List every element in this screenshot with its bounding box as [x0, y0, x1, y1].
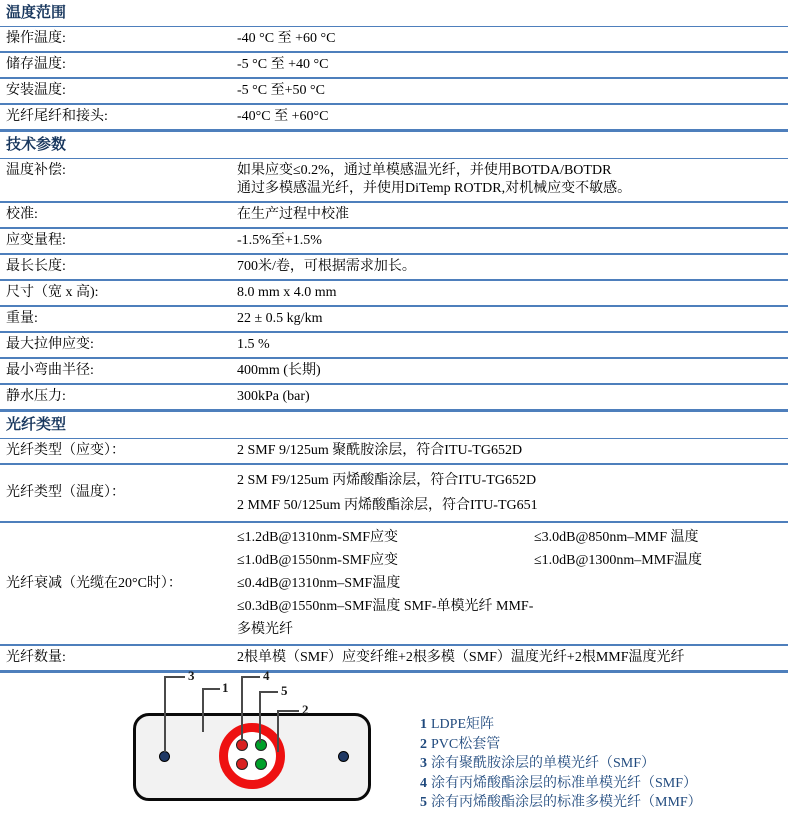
- spec-label: 光纤尾纤和接头:: [6, 109, 108, 124]
- diagram-legend: [420, 715, 780, 813]
- spec-label: 光纤类型（温度）：: [6, 485, 125, 500]
- section-title-fiber-types: 光纤类型: [0, 412, 788, 439]
- legend-number: 2: [420, 736, 427, 752]
- spec-value: [237, 162, 788, 198]
- callout-line-3: [164, 676, 166, 752]
- callout-line-2: [277, 710, 279, 752]
- spec-value-line: 2 SM F9/125um 丙烯酸酯涂层，符合ITU-TG652D: [237, 473, 537, 488]
- pvc-loose-tube-ring: [219, 723, 285, 789]
- table-row: [0, 53, 788, 79]
- legend-number: 4: [420, 775, 427, 791]
- spec-value: 2根单模（SMF）应变纤维+2根多模（SMF）温度光纤+2根MMF温度光纤: [237, 650, 685, 665]
- callout-line-5: [259, 691, 261, 743]
- callout-label-4: 4: [263, 668, 270, 683]
- spec-label: 静水压力:: [6, 389, 66, 404]
- table-row: [0, 203, 788, 229]
- attenuation-value: ≤0.3dB@1550nm–SMF温度 SMF-单模光纤 MMF-多模光纤: [237, 599, 534, 637]
- table-row: [0, 439, 788, 465]
- cable-cross-section-diagram: [0, 666, 788, 816]
- attenuation-value: ≤0.4dB@1310nm–SMF温度: [237, 576, 401, 591]
- section-fiber-types: [0, 412, 788, 673]
- table-row: [0, 385, 788, 412]
- attenuation-grid: [237, 526, 788, 641]
- table-row: [0, 27, 788, 53]
- spec-value: -1.5%至+1.5%: [237, 233, 322, 248]
- spec-value: 700米/卷，可根据需求加长。: [237, 259, 416, 274]
- table-row: [0, 229, 788, 255]
- strain-smf-fiber-dot-right: [338, 751, 349, 762]
- spec-value: -5 °C 至 +40 °C: [237, 57, 329, 72]
- spec-label: 校准:: [6, 207, 38, 222]
- callout-line-2: [277, 710, 299, 712]
- spec-value: [237, 526, 788, 641]
- legend-item: [420, 793, 780, 813]
- section-title-temperature-range: 温度范围: [0, 0, 788, 27]
- mmf-fiber-dot: [255, 739, 267, 751]
- callout-label-2: 2: [302, 702, 309, 717]
- attenuation-value: ≤3.0dB@850nm–MMF 温度: [534, 530, 699, 545]
- table-row: [0, 333, 788, 359]
- spec-label: 光纤类型（应变）：: [6, 443, 125, 458]
- legend-text: 涂有聚酰胺涂层的单模光纤（SMF）: [431, 756, 656, 771]
- legend-item: [420, 735, 780, 755]
- table-row: [0, 255, 788, 281]
- table-row: [0, 523, 788, 646]
- table-row: [0, 159, 788, 203]
- spec-value: 400mm (长期): [237, 363, 321, 378]
- section-title-technical-parameters: 技术参数: [0, 132, 788, 159]
- table-row: [0, 281, 788, 307]
- callout-line-3: [164, 676, 185, 678]
- attenuation-value: ≤1.0dB@1300nm–MMF温度: [534, 553, 702, 568]
- callout-line-5: [259, 691, 278, 693]
- strain-smf-fiber-dot-left: [159, 751, 170, 762]
- legend-item: [420, 754, 780, 774]
- callout-label-3: 3: [188, 668, 195, 683]
- attenuation-right-column: [534, 526, 788, 641]
- spec-value: [237, 468, 788, 518]
- callout-line-4: [241, 676, 243, 741]
- spec-value: 2 SMF 9/125um 聚酰胺涂层，符合ITU-TG652D: [237, 443, 523, 458]
- legend-number: 5: [420, 795, 427, 810]
- legend-text: 涂有丙烯酸酯涂层的标准单模光纤（SMF）: [431, 775, 698, 791]
- legend-item: [420, 774, 780, 794]
- table-row: [0, 105, 788, 132]
- spec-value: -5 °C 至+50 °C: [237, 83, 325, 98]
- spec-label: 温度补偿:: [6, 163, 66, 178]
- spec-label: 操作温度:: [6, 31, 66, 46]
- spec-value: -40°C 至 +60°C: [237, 109, 329, 124]
- table-row: [0, 465, 788, 523]
- legend-text: PVC松套管: [431, 736, 501, 752]
- spec-label: 应变量程:: [6, 233, 66, 248]
- section-temperature-range: [0, 0, 788, 132]
- table-row: [0, 79, 788, 105]
- callout-label-5: 5: [281, 683, 288, 698]
- spec-label: 最长长度:: [6, 259, 66, 274]
- spec-label: 最大拉伸应变:: [6, 337, 94, 352]
- spec-label: 重量:: [6, 311, 38, 326]
- legend-text: 涂有丙烯酸酯涂层的标准多模光纤（MMF）: [431, 795, 702, 810]
- spec-value: 300kPa (bar): [237, 389, 310, 404]
- spec-label: 尺寸（宽 x 高):: [6, 285, 99, 300]
- spec-label: 光纤数量:: [6, 650, 66, 665]
- table-row: [0, 307, 788, 333]
- spec-value-line: 2 MMF 50/125um 丙烯酸酯涂层，符合ITU-TG651: [237, 498, 538, 513]
- spec-value-line: 如果应变≤0.2%，通过单模感温光纤，并使用BOTDA/BOTDR: [237, 163, 612, 178]
- callout-line-1: [202, 688, 220, 690]
- legend-number: 1: [420, 717, 427, 732]
- attenuation-value: ≤1.2dB@1310nm-SMF应变: [237, 530, 398, 545]
- legend-text: LDPE矩阵: [431, 717, 494, 732]
- callout-line-4: [241, 676, 260, 678]
- mmf-fiber-dot: [255, 758, 267, 770]
- smf-fiber-dot: [236, 758, 248, 770]
- callout-line-1: [202, 688, 204, 732]
- spec-value: 在生产过程中校准: [237, 207, 349, 222]
- attenuation-left-column: [237, 526, 534, 641]
- spec-value-line: 通过多模感温光纤，并使用DiTemp ROTDR,对机械应变不敏感。: [237, 181, 632, 196]
- spec-label: 光纤衰减（光缆在20°C时）：: [6, 575, 182, 591]
- spec-label: 储存温度:: [6, 57, 66, 72]
- spec-value: 22 ± 0.5 kg/km: [237, 311, 323, 326]
- legend-number: 3: [420, 756, 427, 771]
- spec-value: 8.0 mm x 4.0 mm: [237, 285, 337, 300]
- section-technical-parameters: [0, 132, 788, 412]
- spec-value: -40 °C 至 +60 °C: [237, 31, 336, 46]
- spec-label: 最小弯曲半径:: [6, 363, 94, 378]
- legend-item: [420, 715, 780, 735]
- table-row: [0, 359, 788, 385]
- spec-label: 安装温度:: [6, 83, 66, 98]
- attenuation-value: ≤1.0dB@1550nm-SMF应变: [237, 553, 398, 568]
- spec-value: 1.5 %: [237, 337, 270, 352]
- callout-label-1: 1: [222, 680, 229, 695]
